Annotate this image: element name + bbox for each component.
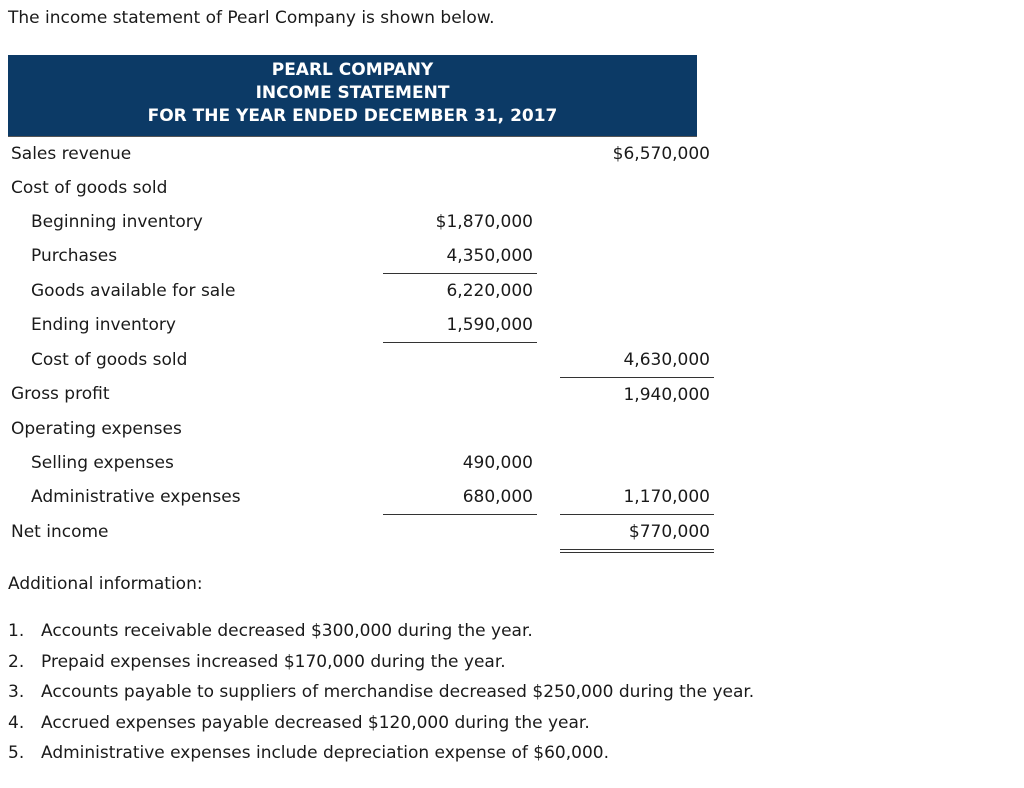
statement-table: [8, 137, 714, 553]
opex-heading-label: Operating expenses: [11, 418, 182, 439]
list-item: 1. Accounts receivable decreased $300,000 during the year.: [8, 621, 533, 641]
row-admin-expenses: [8, 480, 714, 515]
net-income-label: Net income: [11, 522, 109, 543]
additional-info-list: [8, 619, 754, 772]
purchases-label: Purchases: [31, 246, 118, 267]
statement-period: FOR THE YEAR ENDED DECEMBER 31, 2017: [147, 106, 558, 126]
purchases-amount: 4,350,000: [383, 239, 537, 274]
statement-title: INCOME STATEMENT: [255, 83, 450, 103]
row-beginning-inventory: [8, 205, 714, 239]
gross-profit-amount: 1,940,000: [623, 384, 710, 405]
row-sales-revenue: [8, 137, 714, 171]
list-item: 2. Prepaid expenses increased $170,000 during the year.: [8, 651, 506, 672]
goods-available-amount: 6,220,000: [446, 281, 533, 301]
income-statement: [8, 55, 710, 553]
row-ending-inventory: [8, 308, 714, 343]
opex-total-amount: 1,170,000: [560, 480, 714, 515]
beginning-inventory-amount: $1,870,000: [435, 212, 533, 232]
selling-expenses-amount: 490,000: [462, 452, 533, 473]
admin-expenses-amount: 680,000: [383, 480, 537, 515]
list-item: 5. Administrative expenses include depreciation expense of $60,000.: [8, 743, 609, 763]
cogs-heading-label: Cost of goods sold: [11, 178, 168, 198]
row-opex-heading: [8, 412, 714, 446]
ending-inventory-amount: 1,590,000: [383, 308, 537, 343]
row-cogs-total: [8, 343, 714, 378]
row-selling-expenses: [8, 446, 714, 480]
row-goods-available: [8, 274, 714, 309]
ending-inventory-label: Ending inventory: [31, 315, 176, 336]
sales-revenue-label: Sales revenue: [11, 144, 132, 164]
row-purchases: [8, 239, 714, 274]
statement-header: [8, 55, 697, 136]
gross-profit-label: Gross profit: [11, 384, 110, 405]
beginning-inventory-label: Beginning inventory: [31, 212, 203, 232]
row-gross-profit: [8, 377, 714, 412]
additional-info-title: Additional information:: [8, 574, 203, 594]
cogs-total-amount: 4,630,000: [560, 343, 714, 378]
sales-revenue-total: $6,570,000: [612, 144, 710, 164]
intro-text: The income statement of Pearl Company is shown below.: [8, 8, 495, 28]
admin-expenses-label: Administrative expenses: [31, 486, 241, 507]
row-cogs-heading: [8, 171, 714, 205]
selling-expenses-label: Selling expenses: [31, 452, 174, 473]
row-net-income: [8, 514, 714, 551]
goods-available-label: Goods available for sale: [31, 280, 236, 301]
list-item: 4. Accrued expenses payable decreased $120,000 during the year.: [8, 712, 590, 733]
net-income-amount: $770,000: [560, 514, 714, 551]
company-name: PEARL COMPANY: [271, 60, 434, 80]
list-item: 3. Accounts payable to suppliers of merchandise decreased $250,000 during the year.: [8, 682, 755, 702]
cogs-total-label: Cost of goods sold: [31, 349, 188, 370]
